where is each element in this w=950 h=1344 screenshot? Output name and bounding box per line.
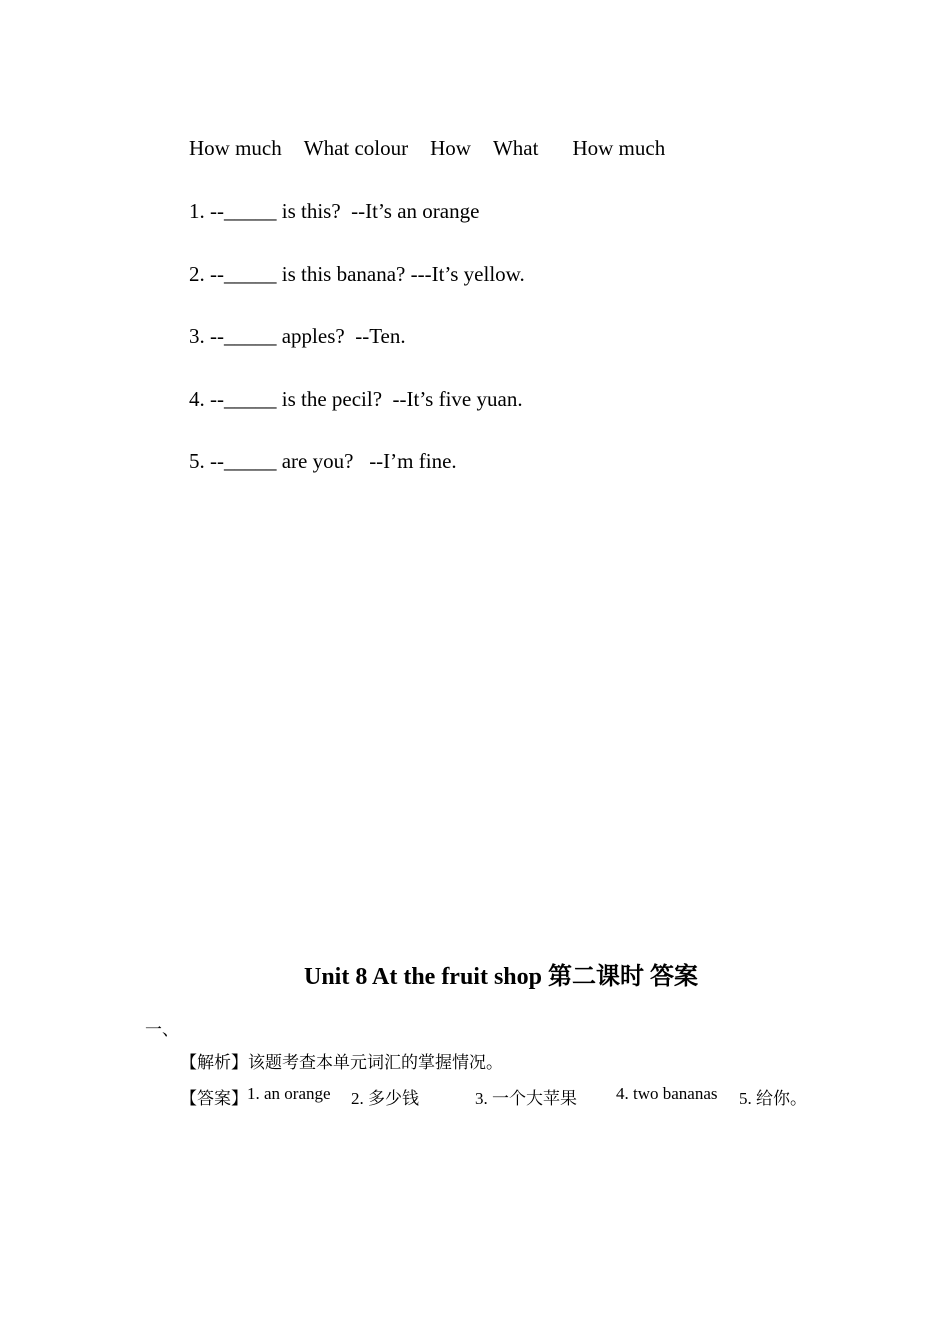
word-bank-item: What colour (303, 136, 409, 160)
question-4: 4. --_____ is the pecil? --It’s five yuan. (189, 387, 523, 411)
answer-label: 【答案】 (180, 1089, 248, 1108)
question-2: 2. --_____ is this banana? ---It’s yellow. (189, 262, 525, 286)
word-bank-item: How much (572, 136, 666, 160)
analysis-text: 【解析】该题考查本单元词汇的掌握情况。 (180, 1053, 503, 1072)
question-5: 5. --_____ are you? --I’m fine. (189, 449, 457, 473)
answer-item: 3. 一个大苹果 (475, 1089, 577, 1108)
answer-item: 5. 给你。 (739, 1089, 807, 1108)
word-bank-item: How much (189, 136, 282, 160)
word-bank-item: What (492, 136, 539, 160)
question-1: 1. --_____ is this? --It’s an orange (189, 199, 480, 223)
word-bank-item: How (430, 136, 471, 160)
question-3: 3. --_____ apples? --Ten. (189, 324, 406, 348)
word-bank (189, 136, 665, 161)
answer-section-title: Unit 8 At the fruit shop 第二课时 答案 (303, 964, 699, 990)
answer-item: 2. 多少钱 (351, 1089, 419, 1108)
answer-item: 1. an orange (247, 1084, 331, 1103)
answer-item: 4. two bananas (616, 1084, 718, 1103)
section-number: 一、 (145, 1020, 179, 1039)
